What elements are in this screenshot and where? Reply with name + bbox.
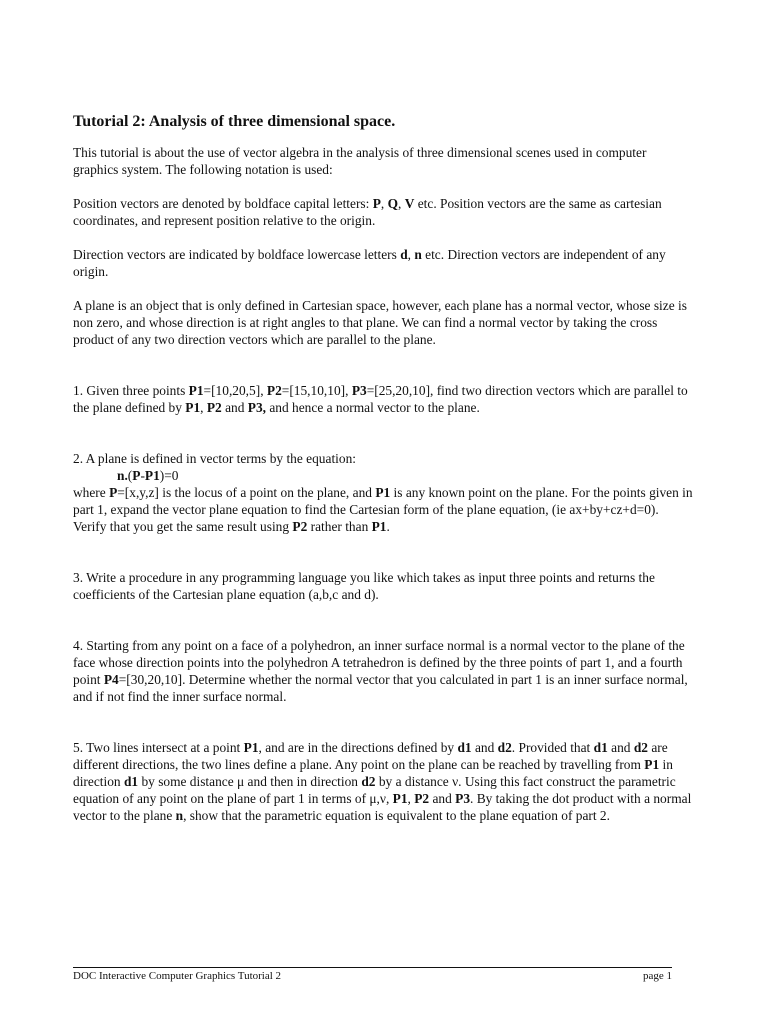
text-run: . Provided that: [511, 740, 594, 755]
text-run: -: [140, 468, 145, 483]
text-run: and: [221, 400, 248, 415]
question-2-intro: 2. A plane is defined in vector terms by the equation:: [73, 451, 356, 466]
bold-run: n.: [117, 468, 128, 483]
bold-run: P4: [103, 672, 119, 687]
text-run: where: [73, 485, 110, 500]
bold-run: P3: [351, 383, 367, 398]
text-run: =[x,y,z] is the locus of a point on the plane, and: [117, 485, 376, 500]
text-run: , and are in the directions defined by: [258, 740, 458, 755]
bold-run: n: [414, 247, 422, 262]
bold-run: P: [372, 196, 381, 211]
question-3: 3. Write a procedure in any programming language you like which takes as input three points and returns the coefficients of the Cartesian plane equation (a,b,c and d).: [73, 570, 655, 602]
page-title: Tutorial 2: Analysis of three dimensional space.: [73, 113, 396, 130]
bold-run: P: [109, 485, 118, 500]
bold-run: n: [175, 808, 184, 823]
footer-title: DOC Interactive Computer Graphics Tutorial 2: [73, 970, 282, 982]
bold-run: P1: [144, 468, 160, 483]
bold-run: P2: [206, 400, 222, 415]
position-vectors-paragraph: [73, 195, 693, 229]
bold-run: P2: [292, 519, 308, 534]
text-run: ,: [407, 791, 415, 806]
page-number: page 1: [642, 970, 672, 982]
text-run: 5. Two lines intersect at a point: [73, 740, 244, 755]
bold-run: P1: [375, 485, 391, 500]
text-run: . By taking the dot product with a normal vector to the plane: [73, 791, 692, 823]
text-run: =[10,20,5],: [203, 383, 267, 398]
page-footer: [73, 967, 672, 982]
bold-run: d1: [123, 774, 139, 789]
text-run: etc. Position vectors are the same as cartesian coordinates, and represent position relative to the origin.: [73, 196, 662, 228]
bold-run: P2: [266, 383, 282, 398]
text-run: .: [386, 519, 390, 534]
bold-run: d: [400, 247, 408, 262]
bold-run: P3,: [247, 400, 267, 415]
bold-run: d2: [633, 740, 648, 755]
question-1: [73, 382, 693, 416]
text-run: ,: [407, 247, 415, 262]
text-run: is any known point on the plane. For the points given in part 1, expand the vector plane equation to find the Cartesian form of the plane equation, (ie ax+by+cz+d=0). Verify that you get the same result using: [73, 485, 693, 534]
bold-run: P1: [188, 383, 204, 398]
question-2-body: [73, 484, 693, 535]
bold-run: P1: [392, 791, 408, 806]
bold-run: P: [132, 468, 141, 483]
text-run: and: [607, 740, 634, 755]
text-run: in direction: [73, 757, 673, 789]
text-run: are different directions, the two lines define a plane. Any point on the plane can be reached by travelling from: [73, 740, 668, 772]
bold-run: Q: [387, 196, 399, 211]
text-run: Position vectors are denoted by boldface capital letters:: [73, 196, 373, 211]
text-run: 1. Given three points: [73, 383, 189, 398]
question-4: [73, 637, 693, 705]
plane-intro-paragraph: A plane is an object that is only defined in Cartesian space, however, each plane has a normal vector, whose size is non zero, and whose direction is at right angles to that plane. We can find a normal vector by taking the cross product of any two direction vectors which are parallel to the plane.: [73, 298, 687, 347]
text-run: rather than: [307, 519, 372, 534]
bold-run: d2: [497, 740, 512, 755]
text-run: =[30,20,10]. Determine whether the normal vector that you calculated in part 1 is an inner surface normal, and if not find the inner surface normal.: [73, 672, 688, 704]
bold-run: d1: [457, 740, 472, 755]
text-run: etc. Direction vectors are independent of any origin.: [73, 247, 666, 279]
text-run: by some distance μ and then in direction: [138, 774, 362, 789]
text-run: Direction vectors are indicated by boldface lowercase letters: [73, 247, 401, 262]
text-run: and: [429, 791, 456, 806]
document-page: [73, 112, 693, 824]
text-run: (: [127, 468, 133, 483]
text-run: ,: [398, 196, 405, 211]
text-run: )=0: [159, 468, 179, 483]
text-run: ,: [380, 196, 388, 211]
text-run: 4. Starting from any point on a face of a polyhedron, an inner surface normal is a normal vector to the plane of the face whose direction points into the polyhedron A tetrahedron is defined by the three points of part 1, and a fourth point: [73, 638, 685, 687]
intro-paragraph: This tutorial is about the use of vector algebra in the analysis of three dimensional scenes used in computer graphics system. The following notation is used:: [73, 145, 647, 177]
text-run: =[25,20,10], find two direction vectors which are parallel to the plane defined by: [73, 383, 688, 415]
bold-run: V: [404, 196, 415, 211]
text-run: by a distance ν. Using this fact construct the parametric equation of any point on the plane of part 1 in terms of μ,ν,: [73, 774, 676, 806]
question-5: [73, 739, 693, 824]
bold-run: d2: [361, 774, 376, 789]
text-run: , show that the parametric equation is equivalent to the plane equation of part 2.: [183, 808, 610, 823]
text-run: ,: [200, 400, 207, 415]
bold-run: P3: [455, 791, 471, 806]
bold-run: P1: [644, 757, 660, 772]
text-run: and: [471, 740, 498, 755]
direction-vectors-paragraph: [73, 246, 693, 280]
bold-run: P1: [243, 740, 259, 755]
bold-run: P1: [371, 519, 387, 534]
bold-run: d1: [593, 740, 608, 755]
text-run: =[15,10,10],: [281, 383, 352, 398]
text-run: and hence a normal vector to the plane.: [266, 400, 480, 415]
bold-run: P2: [414, 791, 430, 806]
bold-run: P1: [185, 400, 201, 415]
plane-equation: [73, 467, 693, 484]
